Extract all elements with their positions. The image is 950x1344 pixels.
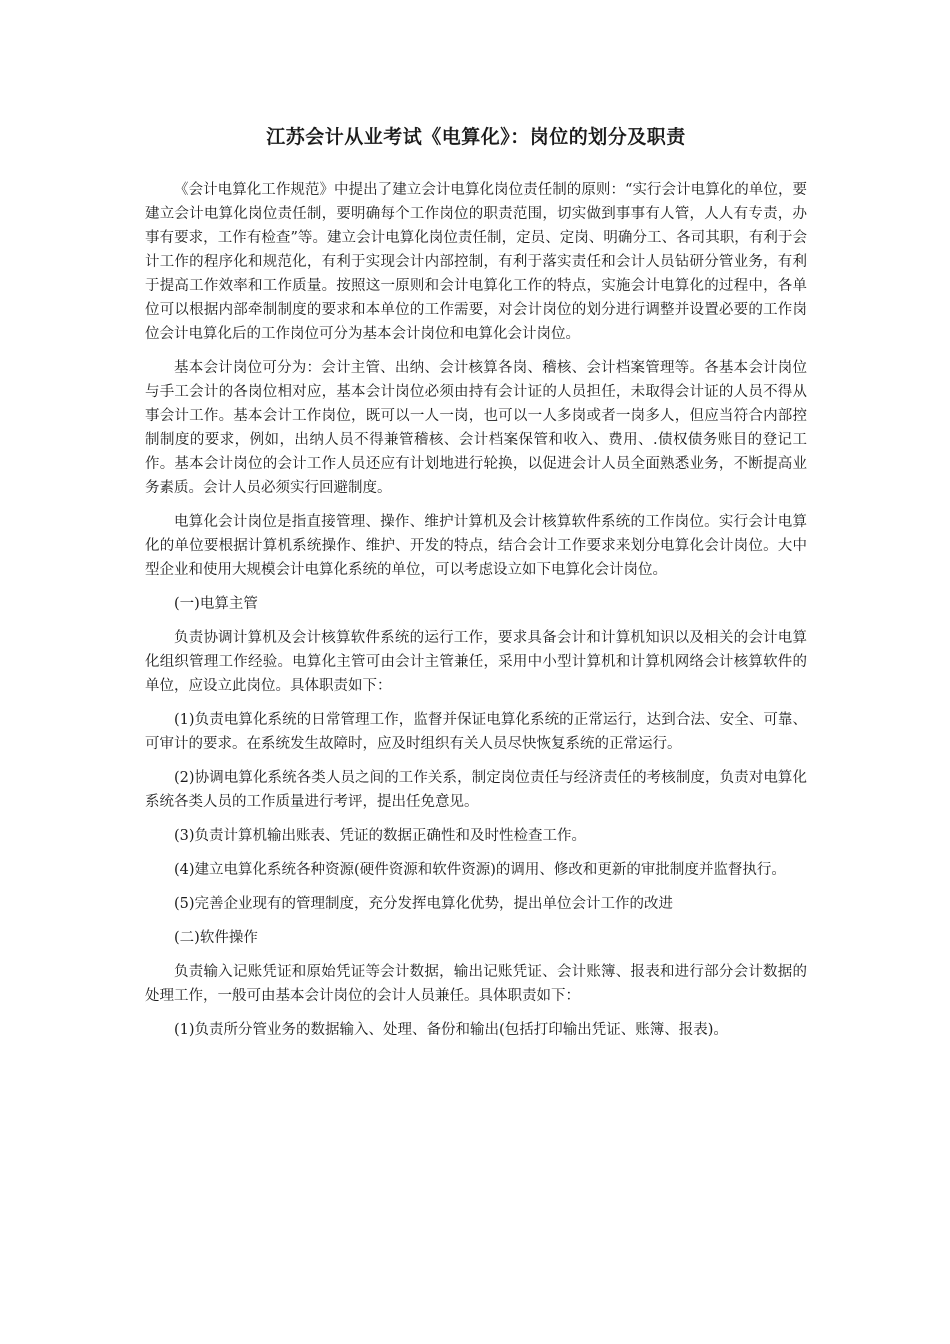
list-item-duty-2: (2)协调电算化系统各类人员之间的工作关系，制定岗位责任与经济责任的考核制度，负责对电算化系统各类人员的工作质量进行考评，提出任免意见。 bbox=[145, 770, 807, 810]
paragraph-intro: 《会计电算化工作规范》中提出了建立会计电算化岗位责任制的原则：“实行会计电算化的单位，要建立会计电算化岗位责任制，要明确每个工作岗位的职责范围，切实做到事事有人管，人人有专责，办事有要求，工作有检查”等。建立会计电算化岗位责任制，定员、定岗、明确分工、各司其职，有利于会计工作的程序化和规范化，有利于实现会计内部控制，有利于落实责任和会计人员钻研分管业务，有利于提高工作效率和工作质量。按照这一原则和会计电算化工作的特点，实施会计电算化的过程中，各单位可以根据内部牵制制度的要求和本单位的工作需要，对会计岗位的划分进行调整并设置必要的工作岗位会计电算化后的工作岗位可分为基本会计岗位和电算化会计岗位。 bbox=[145, 182, 807, 342]
document-title: 江苏会计从业考试《电算化》：岗位的划分及职责 bbox=[266, 126, 686, 148]
list-item-duty-4: (4)建立电算化系统各种资源(硬件资源和软件资源)的调用、修改和更新的审批制度并监督执行。 bbox=[174, 862, 786, 878]
list-item-duty-1: (1)负责电算化系统的日常管理工作，监督并保证电算化系统的正常运行，达到合法、安全、可靠、可审计的要求。在系统发生故障时，应及时组织有关人员尽快恢复系统的正常运行。 bbox=[145, 712, 807, 752]
paragraph-supervisor-desc: 负责协调计算机及会计核算软件系统的运行工作，要求具备会计和计算机知识以及相关的会计电算化组织管理工作经验。电算化主管可由会计主管兼任，采用中小型计算机和计算机网络会计核算软件的单位，应设立此岗位。具体职责如下： bbox=[145, 630, 807, 694]
list-item-duty-3: (3)负责计算机输出账表、凭证的数据正确性和及时性检查工作。 bbox=[174, 828, 587, 844]
list-item-duty-5: (5)完善企业现有的管理制度，充分发挥电算化优势，提出单位会计工作的改进 bbox=[174, 896, 674, 912]
section-heading-supervisor: (一)电算主管 bbox=[174, 596, 258, 612]
paragraph-computerized-positions: 电算化会计岗位是指直接管理、操作、维护计算机及会计核算软件系统的工作岗位。实行会计电算化的单位要根据计算机系统操作、维护、开发的特点，结合会计工作要求来划分电算化会计岗位。大中型企业和使用大规模会计电算化系统的单位，可以考虑设立如下电算化会计岗位。 bbox=[145, 514, 807, 578]
list-item-operation-duty-1: (1)负责所分管业务的数据输入、处理、备份和输出(包括打印输出凭证、账簿、报表)。 bbox=[174, 1022, 728, 1038]
document-page bbox=[145, 122, 807, 1052]
paragraph-software-operation-desc: 负责输入记账凭证和原始凭证等会计数据，输出记账凭证、会计账簿、报表和进行部分会计数据的处理工作，一般可由基本会计岗位的会计人员兼任。具体职责如下： bbox=[145, 964, 807, 1004]
section-heading-software-operation: (二)软件操作 bbox=[174, 930, 258, 946]
paragraph-basic-positions: 基本会计岗位可分为：会计主管、出纳、会计核算各岗、稽核、会计档案管理等。各基本会计岗位与手工会计的各岗位相对应，基本会计岗位必须由持有会计证的人员担任，未取得会计证的人员不得从事会计工作。基本会计工作岗位，既可以一人一岗，也可以一人多岗或者一岗多人，但应当符合内部控制制度的要求，例如，出纳人员不得兼管稽核、会计档案保管和收入、费用、.债权债务账目的登记工作。基本会计岗位的会计工作人员还应有计划地进行轮换，以促进会计人员全面熟悉业务，不断提高业务素质。会计人员必须实行回避制度。 bbox=[145, 360, 807, 496]
